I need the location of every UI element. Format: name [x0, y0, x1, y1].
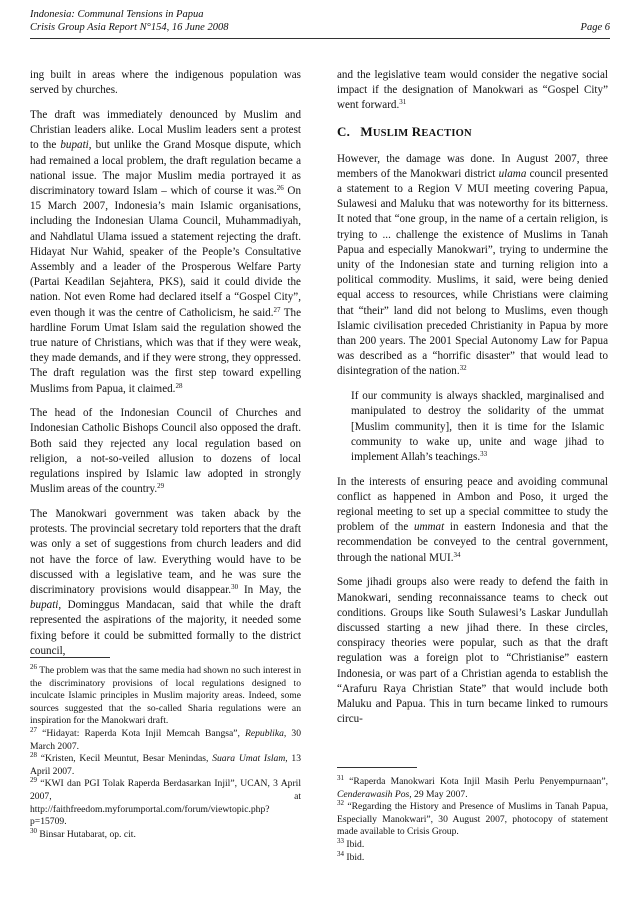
footnote-28: $^{28}$ “Kristen, Kecil Meuntut, Besar Menindas, Suara Umat Islam, 13 April 2007. — [30, 751, 302, 777]
footnote-33: $^{33}$ Ibid. — [337, 836, 365, 850]
section-heading: C. MUSLIM REACTION — [337, 123, 472, 139]
footnote-ref[interactable]: 30 — [231, 583, 239, 591]
footnote-27: $^{27}$ “Hidayat: Raperda Kota Injil Memcah Bangsa”, Republika, 30 March 2007. — [30, 725, 301, 752]
footnote-26: $^{26}$ The problem was that the same media had shown no such interest in the discriminatory provisions of local regulations designed to inculcate Islamic principles in Muslim majority areas. Indeed, some sources suggested that the so-called Sharia regulations were an inspiration for the Manokwari draft. — [30, 663, 301, 727]
page-number: Page 6 — [580, 22, 610, 33]
footnote-34: $^{34}$ Ibid. — [337, 849, 365, 863]
footnote-ref[interactable]: 28 — [175, 381, 183, 390]
paragraph: However, the damage was done. In August 2007, three members of the Manokwari district ulama council presented a statement to a Region V MUI meeting covering Papua, Sulawesi and Maluku that was noteworthy for its bitterness. It noted that “one group, in the name of a certain religion, is trying to ... challenge the existence of Muslims in Tanah Papua and especially Manokwari”, trying to undermine the unity of the Indonesian state and turning religion into a political commodity. Muslims, it said, were being denied equal access to resources, while Christians were claiming that “their” land did not belong to Muslims, even though Islamic civilisation preceded Christianity in Papua by more than 200 years. The 2001 Special Autonomy Law for Papua was described as a “horrific disaster” that would lead to disintegration of the nation.$^{32}$ — [337, 152, 608, 378]
footnote-ref[interactable]: 27 — [273, 305, 281, 314]
footnotes-left — [30, 665, 301, 841]
right-column — [337, 68, 608, 737]
paragraph: Some jihadi groups also were ready to defend the faith in Manokwari, sending reconnaissance teams to check out conditions. Groups like South Sulawesi’s Laskar Jundullah discussed starting a new jihad there. In these circles, conspiracy theories were popular, such as that the draft regulation was a foreign plot to “Christianise” eastern Indonesia, or was part of a Christian agenda to establish the “Arafuru Raya Christian State” that would include both Maluku and Papua. This in turn became linked to rumours circu- — [337, 576, 608, 726]
paragraph: The draft was immediately denounced by Muslim and Christian leaders alike. Local Muslim leaders sent a protest to the bupati, but unlike the Grand Mosque dispute, which had remained a local problem, the draft regulation became a national issue. The major Muslim media portrayed it as discriminatory toward Islam – which of course it was.$^{26}$ On 15 March 2007, Indonesia’s main Islamic organisations, including the Indonesian Ulama Council, Muhammadiyah, and Nahdlatul Ulama issued a statement rejecting the draft. Hidayat Nur Wahid, speaker of the People’s Consultative Assembly and a leader of the Prosperous Welfare Party (Partai Keadilan Sejahtera, PKS), said it could divide the nation. Not even Rome had declared itself a “Gospel City”, even though it was the centre of Catholicism, he said.$^{27}$ The hardline Forum Umat Islam said the regulation showed the true nature of Christians, which was that if they were weak, they made demands, and if they were strong, they oppressed. The draft regulation was the first step toward expelling Muslims from Papua, it claimed.$^{28}$ — [30, 108, 302, 395]
running-header — [30, 8, 610, 34]
paragraph: The Manokwari government was taken aback by the protests. The provincial secretary told reporters that the draft was only a set of suggestions from church leaders and did not have the force of law. Everything would have to be discussed with a legislative team, and he was sure the discriminatory provisions would disappear.$^{30}$ In May, the bupati, Dominggus Mandacan, said that while the draft represented the aspirations of the majority, it needed some fixing before it could be submitted formally to the district council, — [30, 507, 301, 657]
footnotes-right — [337, 776, 608, 864]
footnote-30: $^{30}$ Binsar Hutabarat, op. cit. — [30, 826, 136, 840]
report-number-date: Crisis Group Asia Report N°154, 16 June 2008 — [30, 22, 229, 33]
footnote-ref[interactable]: 31 — [399, 98, 407, 107]
left-column — [30, 68, 301, 669]
footnote-ref[interactable]: 33 — [480, 449, 488, 458]
paragraph: The head of the Indonesian Council of Churches and Indonesian Catholic Bishops Council also opposed the draft. Both said they rejected any local regulation based on religion, a not-so-veiled allusion to dozens of local regulations inspired by Islamic law adopted in strongly Muslim areas of the country.$^{29}$ — [30, 407, 301, 496]
paragraph: In the interests of ensuring peace and avoiding communal conflict as happened in Ambon and Poso, it urged the regional meeting to set up a special committee to study the problem of the ummat in eastern Indonesia and that the recommendation be conveyed to the central government, through the national MUI.$^{34}$ — [337, 475, 608, 564]
footnote-ref[interactable]: 34 — [453, 550, 461, 559]
footnote-ref[interactable]: 26 — [276, 183, 284, 192]
footnote-32: $^{32}$ “Regarding the History and Presence of Muslims in Tanah Papua, Especially Manokwari”, 30 August 2007, photocopy of statement made available to Crisis Group. — [337, 799, 608, 838]
footnote-ref[interactable]: 29 — [157, 482, 165, 491]
footnote-29: $^{29}$ “KWI dan PGI Tolak Raperda Berdasarkan Injil”, UCAN, 3 April 2007, at http://faithfreedom.myforumportal.com/forum/viewtopic.php?p=15709. — [30, 776, 301, 828]
footnote-rule — [30, 657, 110, 658]
report-title: Indonesia: Communal Tensions in Papua — [30, 9, 204, 20]
footnote-rule — [337, 767, 417, 768]
footnote-ref[interactable]: 32 — [459, 364, 467, 373]
paragraph: ing built in areas where the indigenous population was served by churches. — [30, 69, 301, 97]
footnote-31: $^{31}$ “Raperda Manokwari Kota Injil Masih Perlu Penyempurnaan”, Cenderawasih Pos, 29 May 2007. — [337, 774, 608, 800]
block-quote: If our community is always shackled, marginalised and manipulated to destroy the solidarity of the ummat [Muslim community], then it is time for the Islamic community to wake up, unite and wage jihad to implement Allah’s teachings.$^{33}$ — [351, 390, 604, 463]
header-rule — [30, 38, 610, 39]
paragraph: and the legislative team would consider the negative social impact if the designation of Manokwari as “Gospel City” went forward.$^{31}$ — [337, 69, 608, 112]
